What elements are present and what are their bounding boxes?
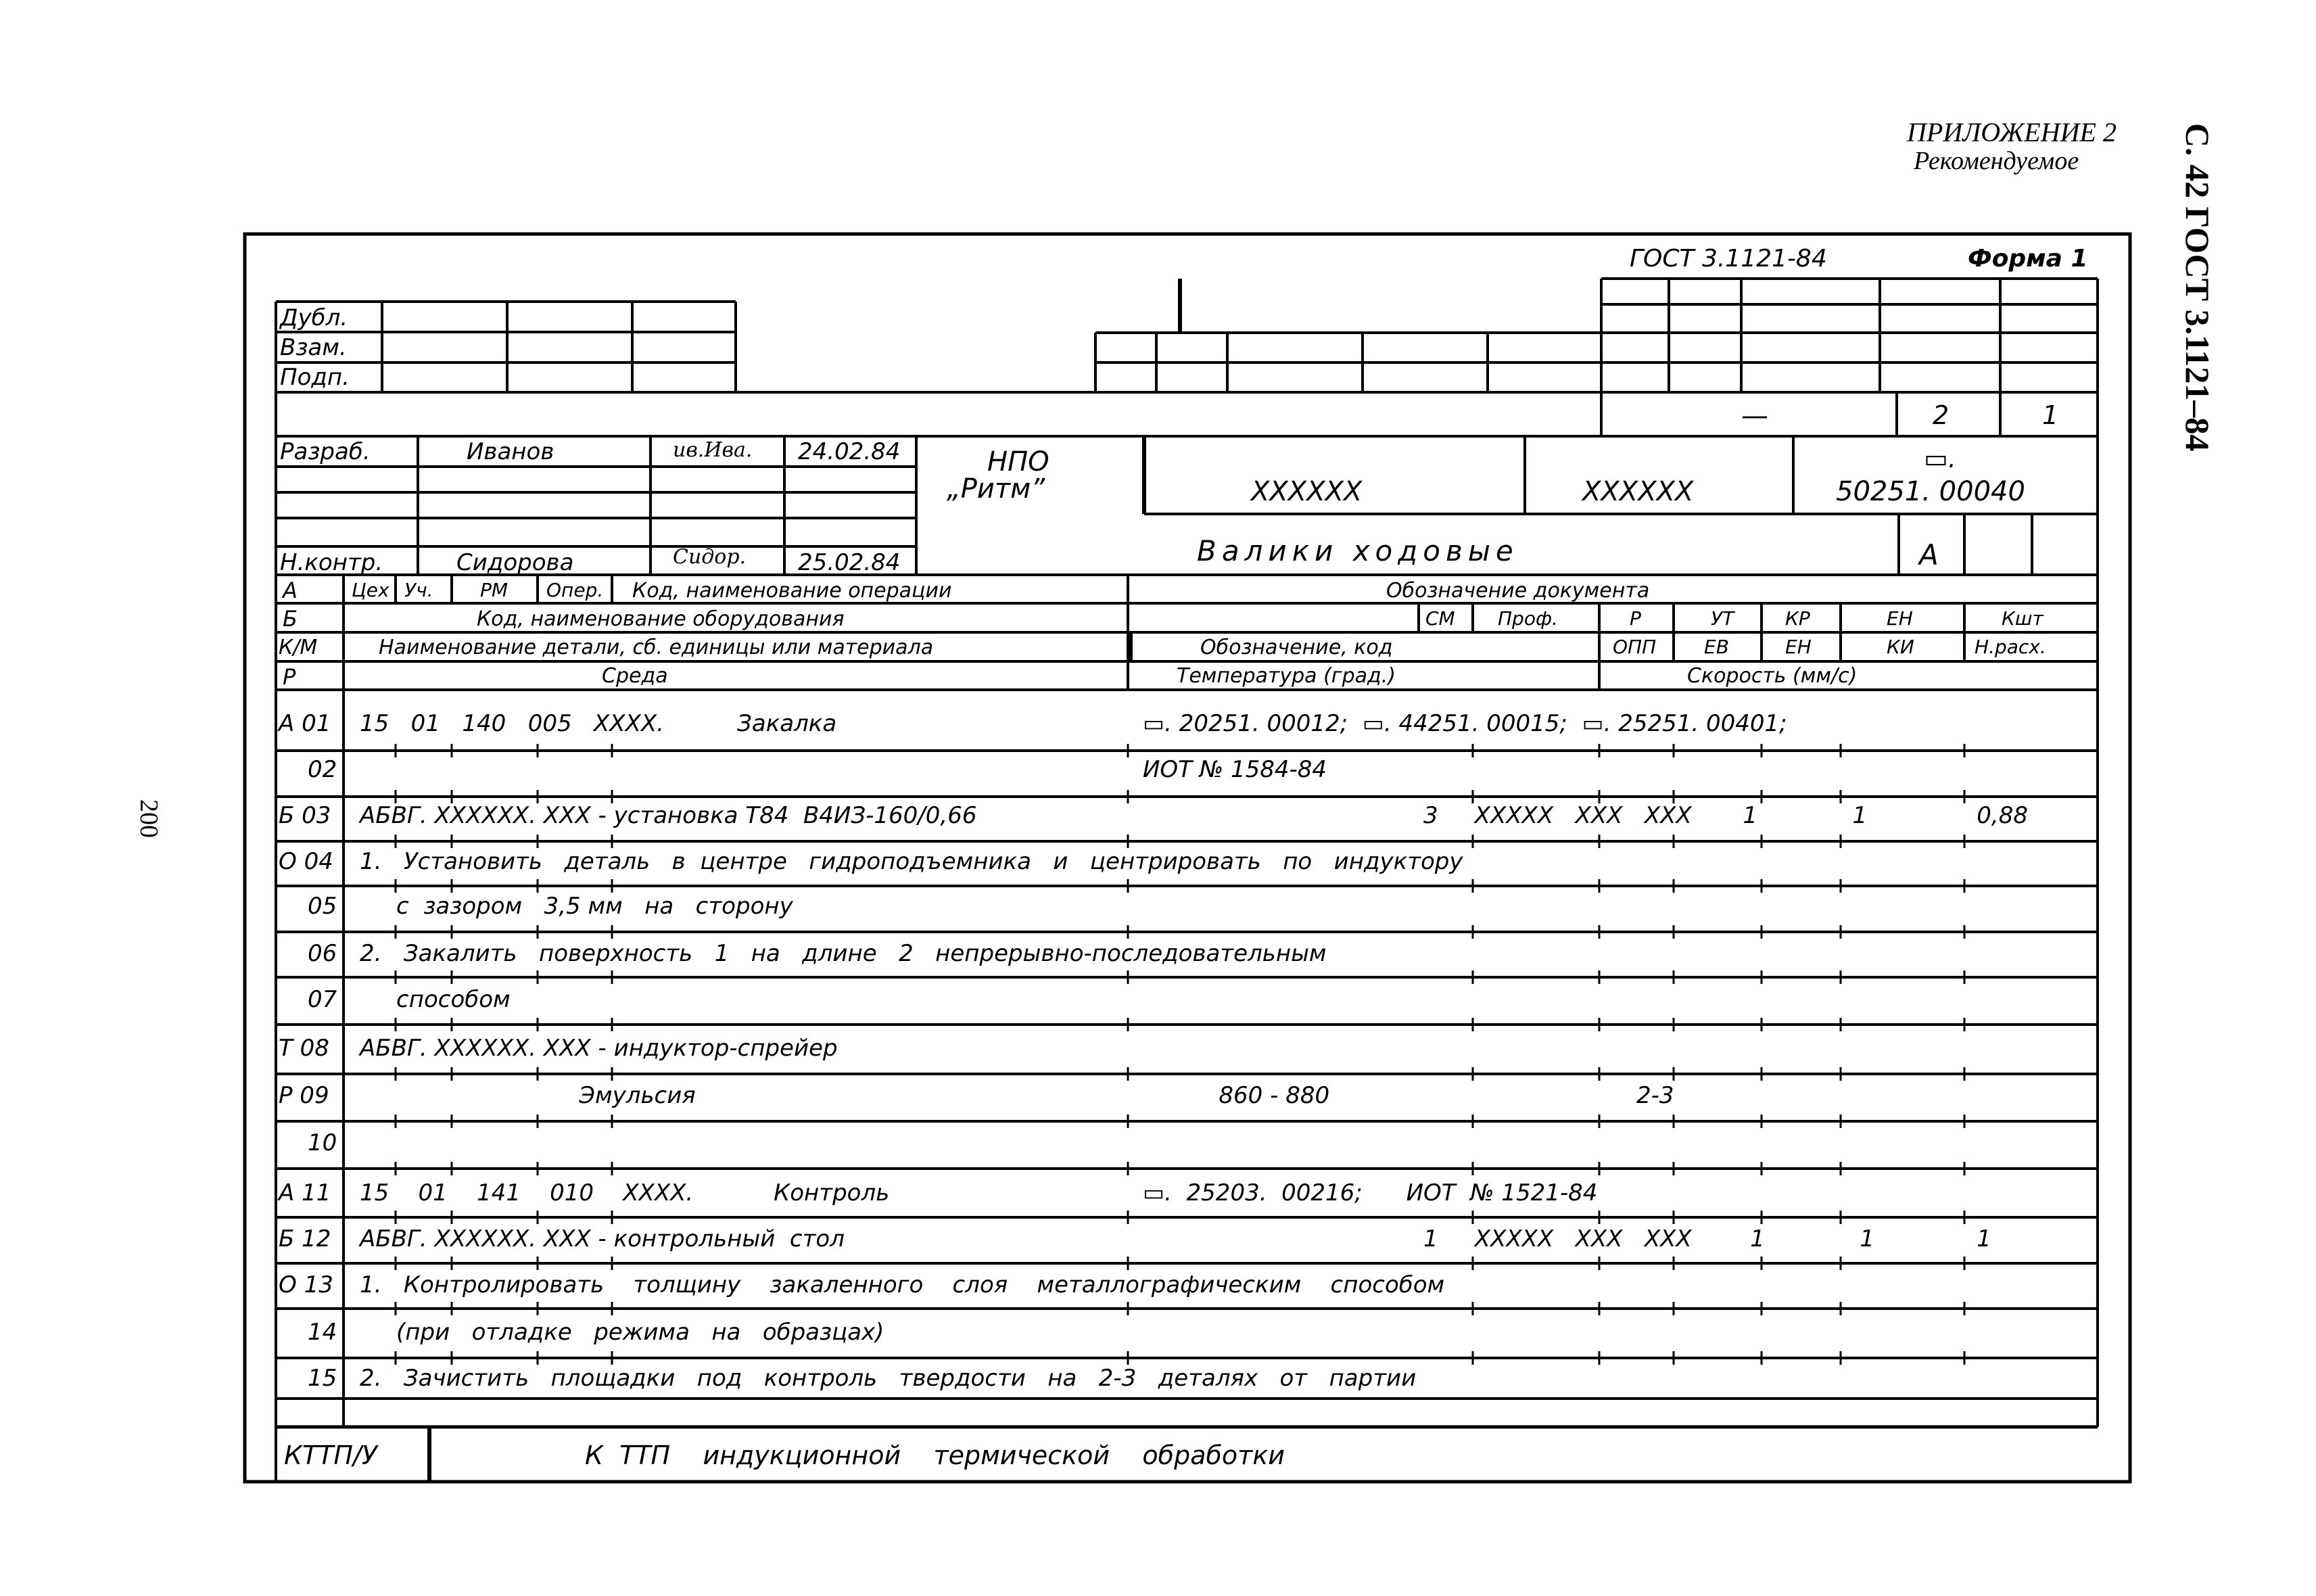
org-name-line1: НПО	[987, 446, 1049, 477]
side-title: С. 42 ГОСТ 3.1121–84	[2179, 123, 2217, 452]
code-1: ХХХХХХ	[1251, 476, 1363, 507]
hdr-oper: Опер.	[546, 579, 604, 601]
sheet-number: 1	[2042, 400, 2059, 430]
hdr-uch: Уч.	[404, 579, 433, 601]
vzam-label: Взам.	[280, 334, 347, 361]
row-label: 10	[308, 1129, 337, 1156]
hdr-ut: УТ	[1711, 607, 1734, 630]
hdr-temp: Температура (град.)	[1177, 664, 1396, 688]
row-label: Б 12	[279, 1225, 331, 1252]
hdr-kr: КР	[1785, 607, 1810, 630]
row-right: 1 ХХХХХ ХХХ ХХХ 1 1 1	[1423, 1225, 1991, 1252]
appendix-heading: ПРИЛОЖЕНИЕ 2	[1907, 117, 2117, 147]
row-label: Р 09	[279, 1082, 329, 1109]
row-text: АБВГ. ХХХХХХ. ХХХ - индуктор-спрейер	[360, 1035, 838, 1062]
row-label: 07	[308, 986, 337, 1013]
nkontr-label: Н.контр.	[280, 549, 383, 576]
hdr-kod-equip: Код, наименование оборудования	[477, 607, 845, 631]
hdr-p: Р	[283, 664, 296, 690]
hdr-speed: Скорость (мм/с)	[1687, 664, 1858, 688]
nkontr-signature: Сидор.	[673, 545, 747, 569]
row-right: 3 ХХХХХ ХХХ ХХХ 1 1 0,88	[1423, 802, 2028, 829]
footer-code: КТТП/У	[284, 1440, 377, 1470]
row-text: 2. Закалить поверхность 1 на длине 2 непрерывно-последовательным	[360, 940, 1327, 967]
row-text: 1. Установить деталь в центре гидроподъемника и центрировать по индуктору	[360, 848, 1463, 875]
hdr-ki: КИ	[1887, 636, 1914, 658]
row-right: ▭. 20251. 00012; ▭. 44251. 00015; ▭. 25251. 00401;	[1143, 710, 1787, 737]
hdr-opp: ОПП	[1613, 636, 1657, 658]
hdr-kod-oper: Код, наименование операции	[632, 579, 952, 603]
recommended-label: Рекомендуемое	[1914, 147, 2079, 175]
dash-mark: —	[1741, 400, 1768, 431]
hdr-name: Наименование детали, сб. единицы или материала	[379, 636, 934, 659]
hdr-en: ЕН	[1887, 607, 1913, 630]
row-text: способом	[360, 986, 511, 1013]
hdr-rm: РМ	[480, 579, 509, 601]
row-text: (при отладке режима на образцах)	[360, 1319, 884, 1346]
page-number: 200	[135, 799, 163, 838]
row-label: 14	[308, 1319, 337, 1346]
code-2: ХХХХХХ	[1582, 476, 1694, 507]
org-name-line2: „Ритм”	[947, 473, 1045, 504]
footer-text: К ТТП индукционной термической обработки	[585, 1440, 1285, 1470]
razrab-name: Иванов	[467, 438, 554, 465]
hdr-ev: ЕВ	[1704, 636, 1729, 658]
hdr-km: К/М	[279, 636, 318, 659]
row-text: 15 01 141 010 ХХХХ. Контроль	[360, 1179, 890, 1206]
form-name-label: Форма 1	[1968, 245, 2088, 273]
row-right: 860 - 880 2-3	[1197, 1082, 1674, 1109]
row-text: АБВГ. ХХХХХХ. ХХХ - установка Т84 В4ИЗ-160/0,66	[360, 802, 977, 829]
row-text: АБВГ. ХХХХХХ. ХХХ - контрольный стол	[360, 1225, 845, 1252]
document-letter: А	[1919, 538, 1939, 571]
sheets-total: 2	[1933, 400, 1949, 430]
razrab-date: 24.02.84	[798, 438, 901, 465]
podp-label: Подп.	[280, 364, 350, 391]
hdr-obozn: Обозначение, код	[1200, 636, 1393, 659]
hdr-sreda: Среда	[602, 664, 668, 688]
razrab-label: Разраб.	[280, 438, 371, 465]
hdr-en2: ЕН	[1785, 636, 1812, 658]
row-label: 15	[308, 1365, 337, 1392]
row-label: Т 08	[279, 1035, 329, 1062]
row-label: А 11	[279, 1179, 331, 1206]
nkontr-name: Сидорова	[456, 549, 574, 576]
row-label: 05	[308, 893, 337, 920]
row-right: ИОТ № 1584-84	[1143, 756, 1327, 783]
row-text: 1. Контролировать толщину закаленного слоя металлографическим способом	[360, 1271, 1445, 1298]
row-label: 06	[308, 940, 337, 967]
hdr-nrash: Н.расх.	[1975, 636, 2046, 658]
doc-symbol: ▭.	[1924, 444, 1956, 473]
row-text: 2. Зачистить площадки под контроль твердости на 2-3 деталях от партии	[360, 1365, 1417, 1392]
hdr-a: А	[283, 578, 298, 603]
hdr-b: Б	[283, 606, 298, 632]
hdr-doc: Обозначение документа	[1386, 579, 1650, 603]
row-text: 15 01 140 005 ХХХХ. Закалка	[360, 710, 837, 737]
hdr-r: Р	[1630, 607, 1641, 630]
row-label: О 13	[279, 1271, 333, 1298]
hdr-tseh: Цех	[352, 579, 389, 601]
dubl-label: Дубл.	[280, 304, 348, 331]
row-text: с зазором 3,5 мм на сторону	[360, 893, 793, 920]
razrab-signature: ив.Ива.	[673, 438, 753, 462]
row-label: 02	[308, 756, 337, 783]
document-title: Валики ходовые	[1197, 534, 1519, 567]
hdr-sm: СМ	[1425, 607, 1455, 630]
nkontr-date: 25.02.84	[798, 549, 901, 576]
row-label: А 01	[279, 710, 331, 737]
hdr-ksht: Кшт	[2002, 607, 2043, 630]
doc-number: 50251. 00040	[1836, 476, 2025, 507]
row-text: Эмульсия	[360, 1082, 696, 1109]
row-right: ▭. 25203. 00216; ИОТ № 1521-84	[1143, 1179, 1598, 1206]
row-label: Б 03	[279, 802, 331, 829]
row-label: О 04	[279, 848, 333, 875]
hdr-prof: Проф.	[1498, 607, 1558, 630]
gost-label: ГОСТ 3.1121-84	[1630, 245, 1827, 273]
